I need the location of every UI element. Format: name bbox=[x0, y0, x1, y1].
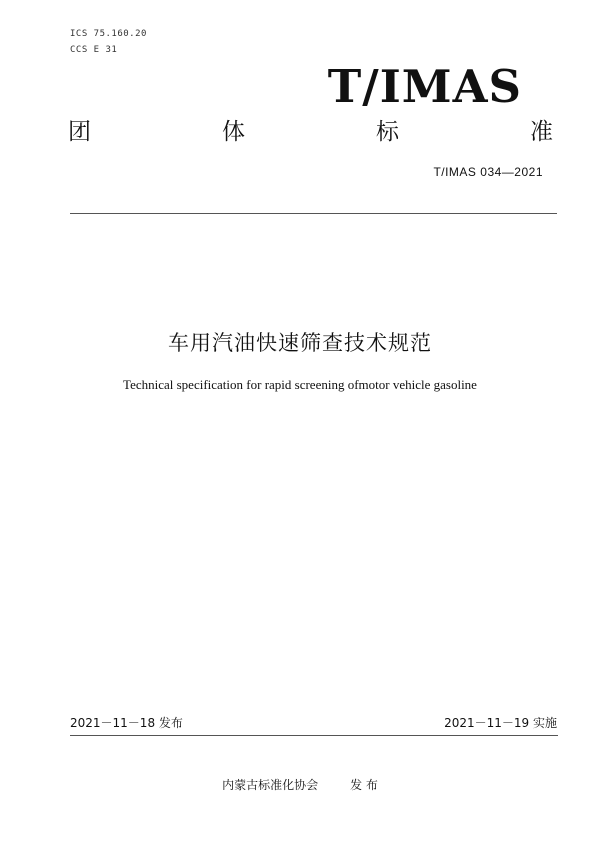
group-standard-char: 标 bbox=[376, 119, 399, 145]
publisher-name: 内蒙古标准化协会 bbox=[222, 778, 319, 792]
publisher-action: 发 布 bbox=[350, 778, 378, 792]
group-standard-char: 准 bbox=[530, 119, 553, 145]
header-divider bbox=[70, 213, 557, 214]
group-standard-char: 团 bbox=[68, 119, 91, 145]
document-title-chinese: 车用汽油快速筛查技术规范 bbox=[168, 331, 432, 355]
implementation-date: 2021－11－19 实施 bbox=[444, 716, 557, 730]
publisher-line bbox=[0, 776, 600, 793]
document-title-english: Technical specification for rapid screening ofmotor vehicle gasoline bbox=[123, 377, 477, 392]
footer-divider bbox=[70, 735, 558, 736]
group-standard-heading bbox=[68, 113, 553, 146]
issue-date: 2021－11－18 发布 bbox=[70, 716, 183, 730]
ics-code: ICS 75.160.20 bbox=[70, 29, 147, 39]
ccs-code: CCS E 31 bbox=[70, 45, 118, 55]
group-standard-char: 体 bbox=[222, 119, 245, 145]
brand-logo-text: T/IMAS bbox=[327, 60, 522, 113]
standard-number: T/IMAS 034—2021 bbox=[433, 165, 543, 179]
